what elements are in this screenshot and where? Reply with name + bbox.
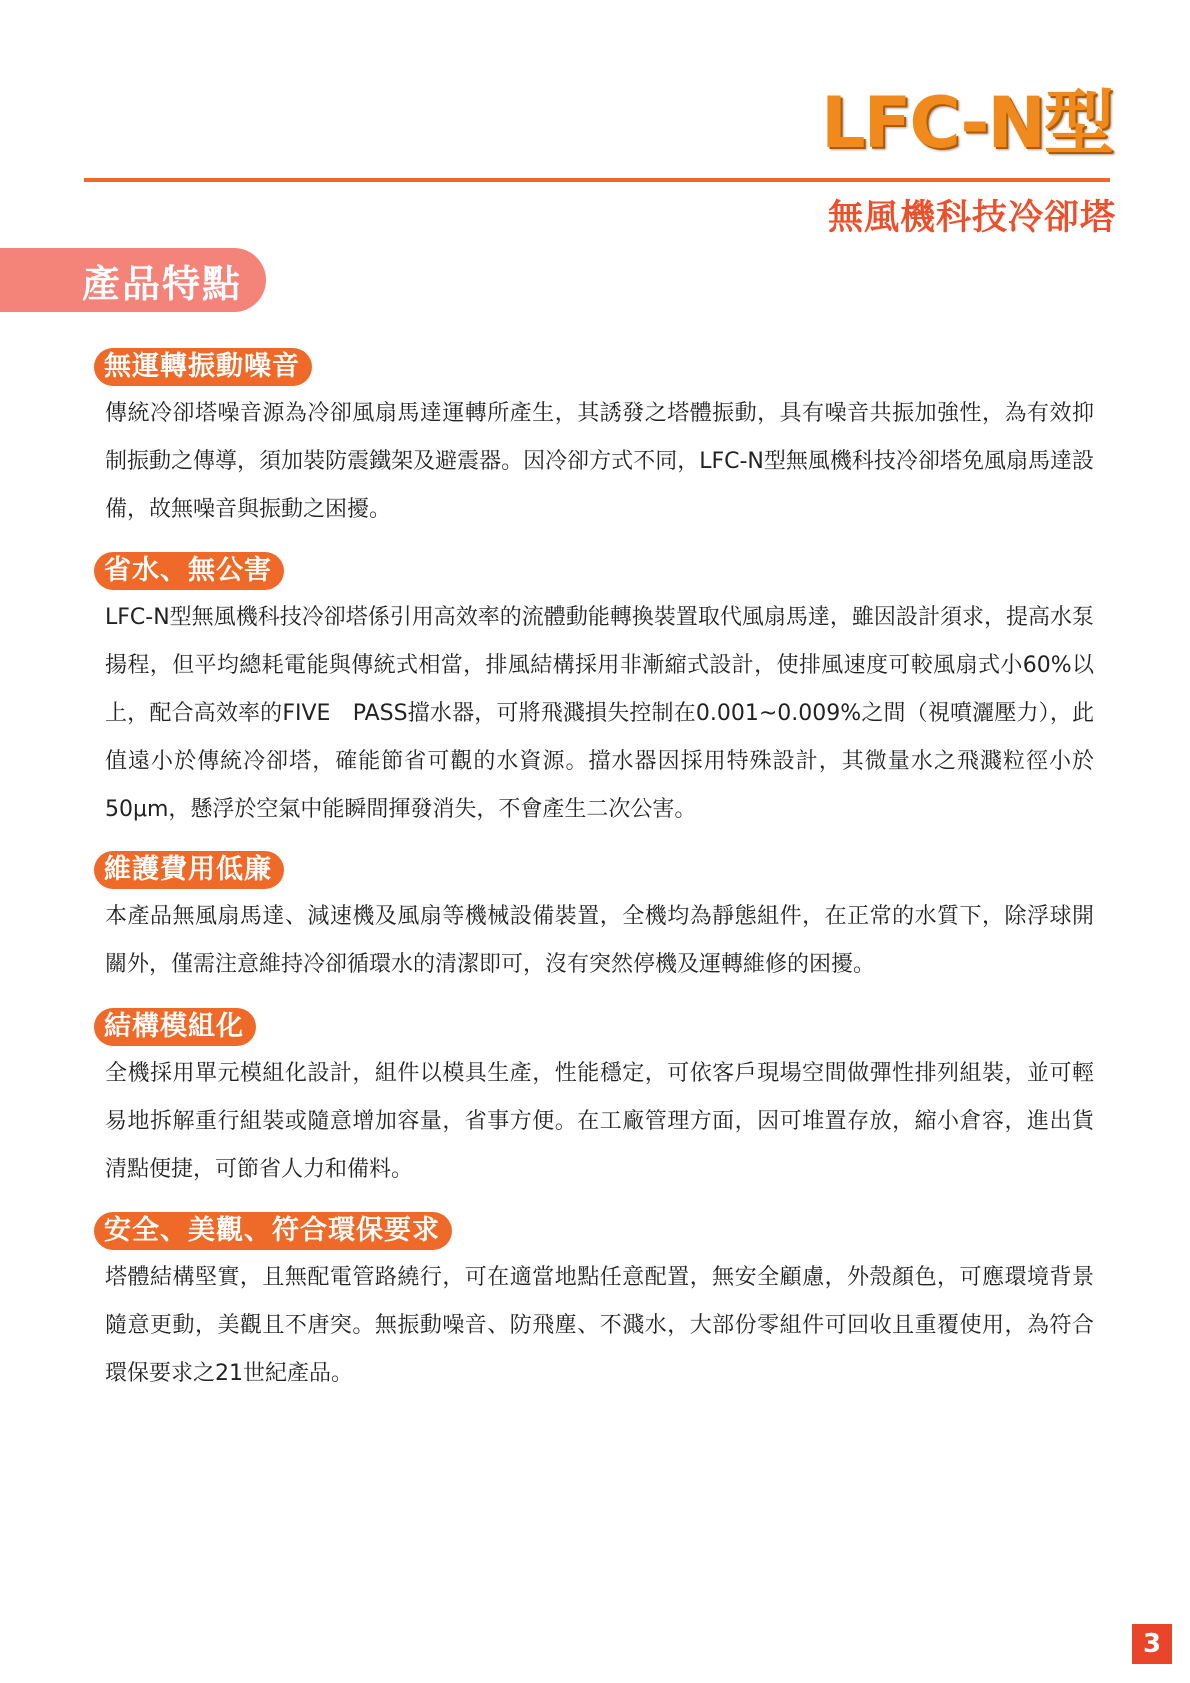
page-number: 3	[1132, 1624, 1172, 1664]
feature-block	[94, 552, 1100, 834]
feature-block	[94, 348, 1100, 534]
product-subtitle: 無風機科技冷卻塔	[827, 198, 1116, 238]
feature-block	[94, 851, 1100, 989]
header-rule	[84, 178, 1110, 182]
feature-body: 塔體結構堅實，且無配電管路繞行，可在適當地點任意配置，無安全顧慮，外殼顏色，可應環境背景隨意更動，美觀且不唐突。無振動噪音、防飛塵、不濺水，大部份零組件可回收且重覆使用，為符合環保要求之21世紀產品。	[105, 1265, 1094, 1386]
feature-block	[94, 1008, 1100, 1194]
feature-heading: 省水、無公害	[94, 552, 284, 590]
feature-body: LFC-N型無風機科技冷卻塔係引用高效率的流體動能轉換裝置取代風扇馬達，雖因設計須求，提高水泵揚程，但平均總耗電能與傳統式相當，排風結構採用非漸縮式設計，使排風速度可較風扇式小60%以上，配合高效率的FIVE PASS擋水器，可將飛濺損失控制在0.001~0.009%之間（視噴灑壓力），此值遠小於傳統冷卻塔，確能節省可觀的水資源。擋水器因採用特殊設計，其微量水之飛濺粒徑小於50μm，懸浮於空氣中能瞬間揮發消失，不會產生二次公害。	[105, 605, 1094, 822]
feature-body: 本產品無風扇馬達、減速機及風扇等機械設備裝置，全機均為靜態組件，在正常的水質下，除浮球開關外，僅需注意維持冷卻循環水的清潔即可，沒有突然停機及運轉維修的困擾。	[105, 904, 1094, 977]
feature-block	[94, 1212, 1100, 1398]
feature-body: 傳統冷卻塔噪音源為冷卻風扇馬達運轉所產生，其誘發之塔體振動，具有噪音共振加強性，為有效抑制振動之傳導，須加裝防震鐵架及避震器。因冷卻方式不同，LFC-N型無風機科技冷卻塔免風扇馬達設備，故無噪音與振動之困擾。	[105, 401, 1094, 522]
feature-heading: 結構模組化	[94, 1008, 256, 1046]
feature-heading: 安全、美觀、符合環保要求	[94, 1212, 452, 1250]
section-title: 產品特點	[82, 261, 243, 306]
feature-heading: 無運轉振動噪音	[94, 348, 312, 386]
model-title: LFC-N型	[820, 82, 1112, 164]
section-banner	[0, 248, 266, 312]
feature-body: 全機採用單元模組化設計，組件以模具生產，性能穩定，可依客戶現場空間做彈性排列組裝，並可輕易地拆解重行組裝或隨意增加容量，省事方便。在工廠管理方面，因可堆置存放，縮小倉容，進出貨清點便捷，可節省人力和備料。	[105, 1061, 1094, 1182]
feature-heading: 維護費用低廉	[94, 851, 284, 889]
